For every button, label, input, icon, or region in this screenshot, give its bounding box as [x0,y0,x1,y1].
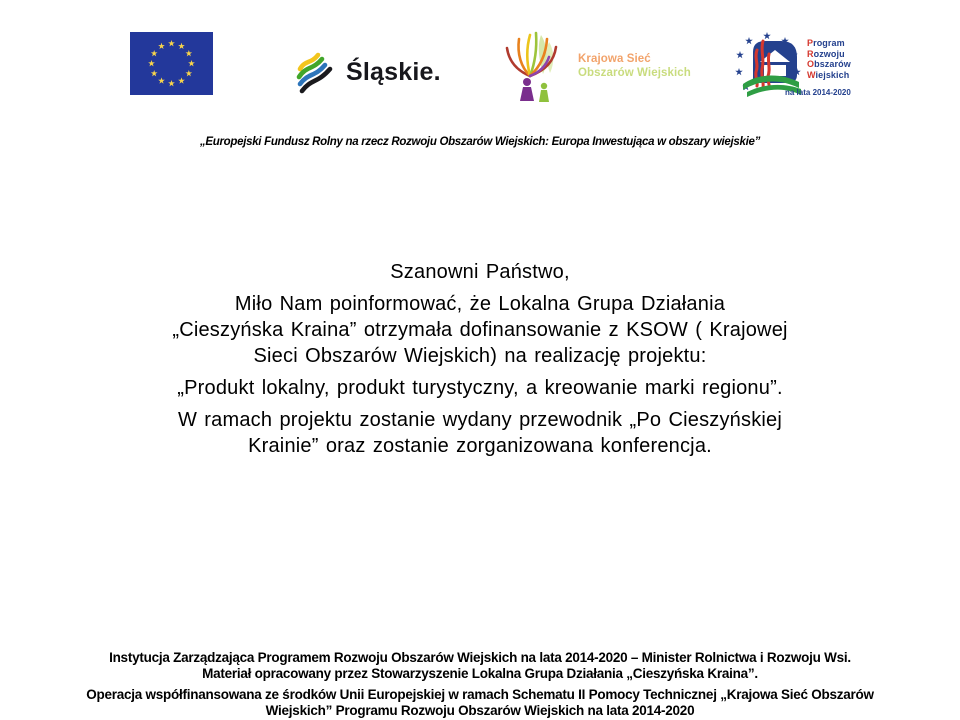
ksow-logo [496,26,691,106]
body-line: Miło Nam poinformować, że Lokalna Grupa Działania [234,293,726,315]
prow-word: Program [807,38,845,48]
footer-paragraph [0,650,960,682]
slaskie-wordmark: Śląskie. [346,57,441,86]
body-line: Sieci Obszarów Wiejskich) na realizację projektu: [253,345,707,367]
ksow-tree-icon [496,26,576,106]
body-line: Krainie” oraz zostanie zorganizowana konferencja. [248,435,712,457]
body-line: „Cieszyńska Kraina” otrzymała dofinansowanie z KSOW ( Krajowej [172,319,788,341]
eu-flag-icon [130,32,213,95]
announcement-text [0,259,960,465]
body-paragraph [0,259,960,285]
footer-line: Materiał opracowany przez Stowarzyszenie Lokalna Grupa Działania „Cieszyńska Kraina”. [202,666,758,681]
ksow-wordmark [578,52,691,80]
prow-years: na lata 2014-2020 [785,88,851,97]
ksow-name-line1: Krajowa Sieć [578,53,651,65]
body-paragraph [0,407,960,459]
body-line: W ramach projektu zostanie wydany przewodnik „Po Cieszyńskiej [177,409,783,431]
footer-notes [0,650,960,720]
eu-flag-logo [130,32,213,95]
footer-line: Instytucja Zarządzająca Programem Rozwoju Obszarów Wiejskich na lata 2014-2020 – Minister Rolnictwa i Rozwoju Wsi. [109,650,851,665]
ksow-name-line2: Obszarów Wiejskich [578,67,691,79]
slaskie-waves-icon [292,48,338,96]
body-line: Szanowni Państwo, [390,261,570,283]
body-paragraph [0,291,960,369]
footer-line: Operacja współfinansowana ze środków Unii Europejskiej w ramach Schematu II Pomocy Technicznej „Krajowa Sieć Obszarów [86,687,874,702]
slaskie-logo [292,48,441,96]
eafrd-motto: „Europejski Fundusz Rolny na rzecz Rozwoju Obszarów Wiejskich: Europa Inwestująca w obszary wiejskie” [199,136,761,148]
footer-paragraph [0,687,960,719]
prow-emblem-icon [733,26,808,112]
body-line: „Produkt lokalny, produkt turystyczny, a kreowanie marki regionu”. [177,377,783,399]
prow-word: Wiejskich [807,69,850,80]
prow-wordmark [807,38,851,80]
body-paragraph [0,375,960,401]
prow-word: Obszarów [807,59,851,69]
prow-word: Rozwoju [807,48,845,59]
prow-logo [733,26,873,112]
footer-line: Wiejskich” Programu Rozwoju Obszarów Wiejskich na lata 2014-2020 [265,703,695,718]
